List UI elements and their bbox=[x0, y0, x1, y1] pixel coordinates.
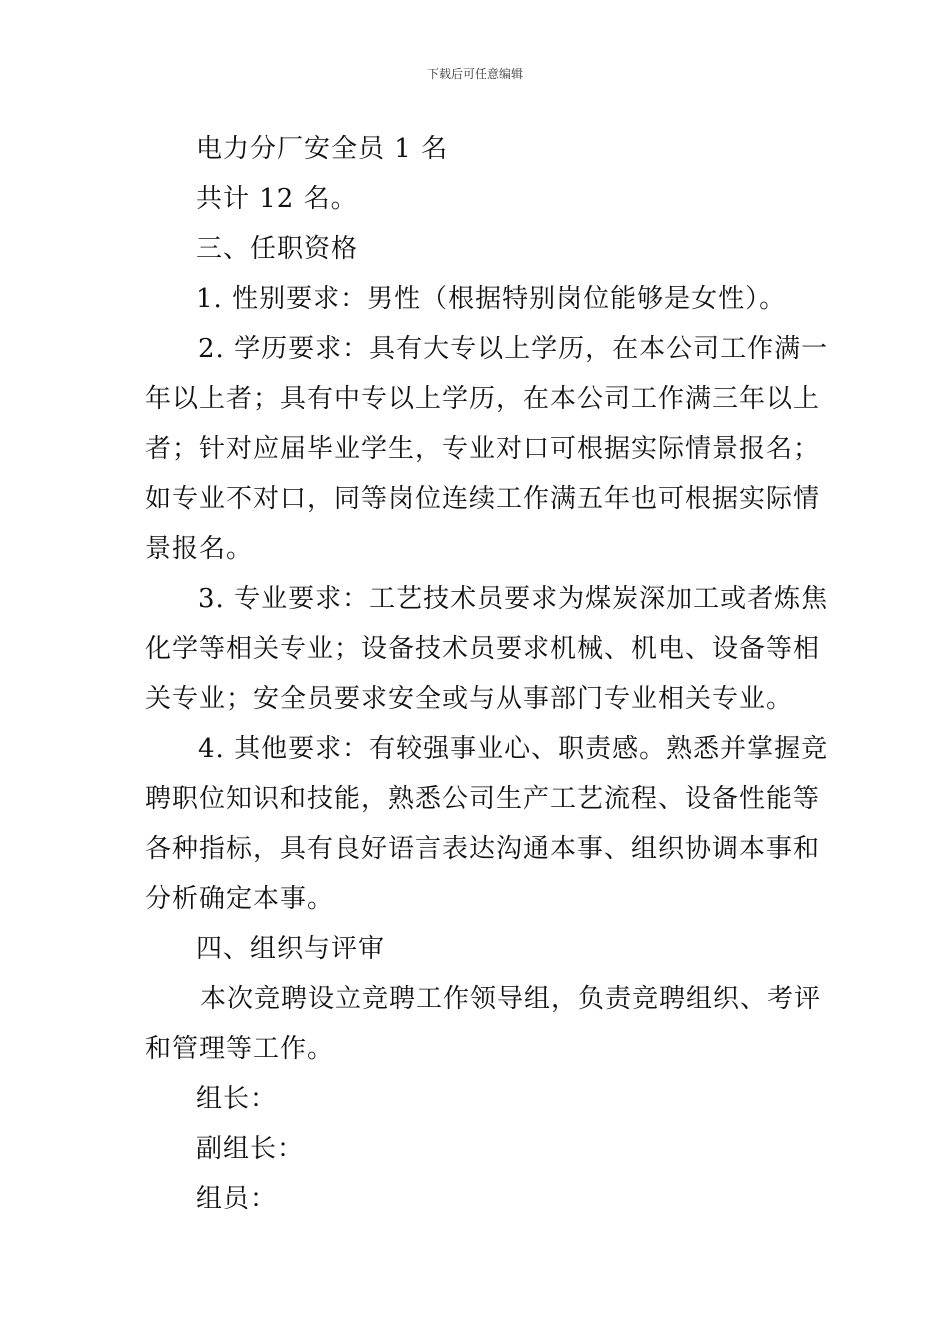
paragraph-line: 1. 性别要求：男性（根据特别岗位能够是女性）。 bbox=[196, 284, 787, 314]
section-heading: 三、任职资格 bbox=[196, 234, 359, 264]
paragraph-line: 组长： bbox=[196, 1084, 278, 1114]
paragraph-line: 2. 学历要求：具有大专以上学历，在本公司工作满一 bbox=[198, 334, 829, 364]
paragraph-line: 化学等相关专业；设备技术员要求机械、机电、设备等相 bbox=[145, 634, 821, 664]
page-header-note: 下载后可任意编辑 bbox=[426, 67, 523, 81]
paragraph-line: 和管理等工作。 bbox=[145, 1034, 335, 1064]
paragraph-line: 副组长： bbox=[196, 1134, 305, 1164]
paragraph-line: 如专业不对口，同等岗位连续工作满五年也可根据实际情 bbox=[145, 484, 821, 514]
paragraph-line: 分析确定本事。 bbox=[145, 884, 335, 914]
paragraph-line: 关专业；安全员要求安全或与从事部门专业相关专业。 bbox=[145, 684, 794, 714]
paragraph-line: 各种指标，具有良好语言表达沟通本事、组织协调本事和 bbox=[145, 834, 821, 864]
paragraph-line: 者；针对应届毕业学生，专业对口可根据实际情景报名； bbox=[145, 434, 821, 464]
paragraph-line: 聘职位知识和技能，熟悉公司生产工艺流程、设备性能等 bbox=[145, 784, 821, 814]
paragraph-line: 4. 其他要求：有较强事业心、职责感。熟悉并掌握竞 bbox=[198, 734, 829, 764]
paragraph-line: 组员： bbox=[196, 1184, 278, 1214]
paragraph-line: 电力分厂安全员 1 名 bbox=[196, 134, 449, 164]
paragraph-line: 共计 12 名。 bbox=[196, 184, 358, 214]
paragraph-line: 年以上者；具有中专以上学历，在本公司工作满三年以上 bbox=[145, 384, 821, 414]
paragraph-line: 景报名。 bbox=[145, 534, 254, 564]
paragraph-line: 本次竞聘设立竞聘工作领导组，负责竞聘组织、考评 bbox=[200, 984, 822, 1014]
section-heading: 四、组织与评审 bbox=[196, 934, 386, 964]
paragraph-line: 3. 专业要求：工艺技术员要求为煤炭深加工或者炼焦 bbox=[198, 584, 829, 614]
